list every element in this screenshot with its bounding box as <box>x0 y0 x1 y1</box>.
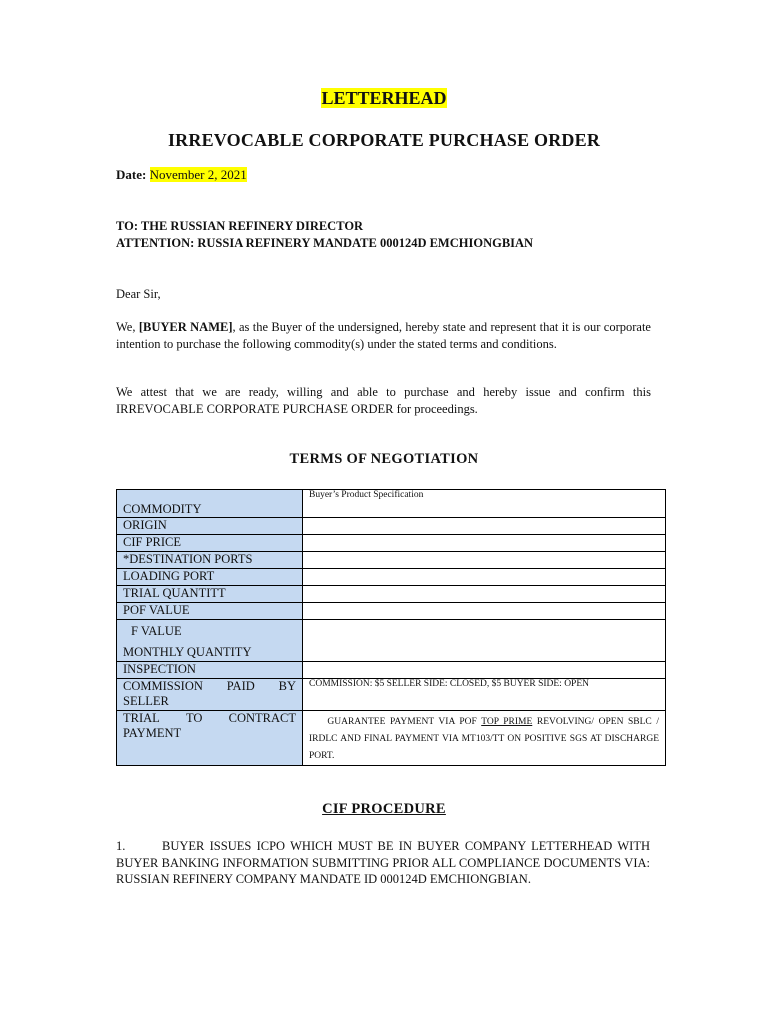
monthly-quantity-label: MONTHLY QUANTITY <box>123 645 252 659</box>
table-row <box>117 711 666 766</box>
commission-label <box>117 679 303 711</box>
payment-terms-text <box>309 711 659 765</box>
tcp-label-word: TRIAL <box>123 711 160 725</box>
paragraph-intent-pre: We, <box>116 320 139 334</box>
letterhead-text: LETTERHEAD <box>321 88 447 108</box>
paragraph-intent-post: , as the Buyer of the undersigned, hereby state and represent that it is our corporate intention to purchase the following commodity(s) under the stated terms and conditions. <box>116 320 651 351</box>
loading-port-label: LOADING PORT <box>117 569 303 586</box>
commission-label-word: COMMISSION <box>123 679 203 693</box>
trial-quantity-value <box>303 586 666 603</box>
pof-value-label: POF VALUE <box>117 603 303 620</box>
commission-label-word: BY <box>278 679 296 693</box>
commission-value: COMMISSION: $5 SELLER SIDE: CLOSED, $5 BUYER SIDE: OPEN <box>303 679 666 711</box>
inspection-label: INSPECTION <box>117 662 303 679</box>
origin-label: ORIGIN <box>117 518 303 535</box>
procedure-item <box>116 838 650 888</box>
commission-label-word: PAID <box>226 679 255 693</box>
tcp-label-word: TO <box>186 711 203 725</box>
recipient-attention: ATTENTION: RUSSIA REFINERY MANDATE 000124D EMCHIONGBIAN <box>116 236 534 250</box>
recipient-block <box>116 218 533 252</box>
tcp-label-word: CONTRACT <box>228 711 296 725</box>
commission-label-line <box>123 679 296 694</box>
inspection-value <box>303 662 666 679</box>
table-row <box>117 569 666 586</box>
table-row <box>117 620 666 662</box>
paragraph-intent <box>116 319 651 352</box>
table-row <box>117 679 666 711</box>
tcp-label-line <box>123 711 296 726</box>
salutation: Dear Sir, <box>116 287 161 301</box>
tcp-label-word: PAYMENT <box>123 726 182 740</box>
cif-price-label: CIF PRICE <box>117 535 303 552</box>
loading-port-value <box>303 569 666 586</box>
cif-price-value <box>303 535 666 552</box>
trial-quantity-label: TRIAL QUANTITT <box>117 586 303 603</box>
recipient-to: TO: THE RUSSIAN REFINERY DIRECTOR <box>116 219 364 233</box>
table-row <box>117 490 666 518</box>
terms-table <box>116 489 666 766</box>
date-line <box>116 167 247 183</box>
origin-value <box>303 518 666 535</box>
procedure-item-number: 1. <box>116 839 126 853</box>
buyer-name-placeholder: [BUYER NAME] <box>138 320 233 334</box>
trial-to-contract-label <box>117 711 303 766</box>
document-title: IRREVOCABLE CORPORATE PURCHASE ORDER <box>167 130 601 150</box>
date-label: Date: <box>116 167 147 182</box>
f-value-value <box>303 620 666 662</box>
pof-value-value <box>303 603 666 620</box>
payment-terms-post: REVOLVING/ OPEN SBLC / IRDLC AND FINAL PAYMENT VIA MT103/TT ON POSITIVE SGS AT DISCHARGE PORT. <box>309 717 659 761</box>
table-row <box>117 586 666 603</box>
table-row <box>117 535 666 552</box>
table-row <box>117 518 666 535</box>
paragraph-attest: We attest that we are ready, willing and able to purchase and hereby issue and confirm this IRREVOCABLE CORPORATE PURCHASE ORDER for proceedings. <box>116 385 651 416</box>
commodity-label: COMMODITY <box>117 490 303 518</box>
destination-ports-value <box>303 552 666 569</box>
f-value-label: F VALUE <box>131 624 182 638</box>
destination-ports-label: *DESTINATION PORTS <box>117 552 303 569</box>
commission-label-word: SELLER <box>123 694 169 708</box>
commodity-value: Buyer’s Product Specification <box>303 490 666 518</box>
top-prime-text: TOP PRIME <box>481 717 533 727</box>
table-row <box>117 662 666 679</box>
procedure-heading: CIF PROCEDURE <box>322 801 446 817</box>
letterhead-heading <box>0 88 768 109</box>
procedure-item-text: BUYER ISSUES ICPO WHICH MUST BE IN BUYER COMPANY LETTERHEAD WITH BUYER BANKING INFORMATION SUBMITTING PRIOR ALL COMPLIANCE DOCUMENTS VIA: RUSSIAN REFINERY COMPANY MANDATE ID 000124D EMCHIONGBIAN. <box>116 839 650 886</box>
date-value: November 2, 2021 <box>149 167 247 182</box>
terms-heading: TERMS OF NEGOTIATION <box>289 451 479 467</box>
f-value-cell <box>117 620 303 662</box>
trial-to-contract-value <box>303 711 666 766</box>
table-row <box>117 603 666 620</box>
table-row <box>117 552 666 569</box>
payment-terms-pre: GUARANTEE PAYMENT VIA POF <box>327 717 482 727</box>
